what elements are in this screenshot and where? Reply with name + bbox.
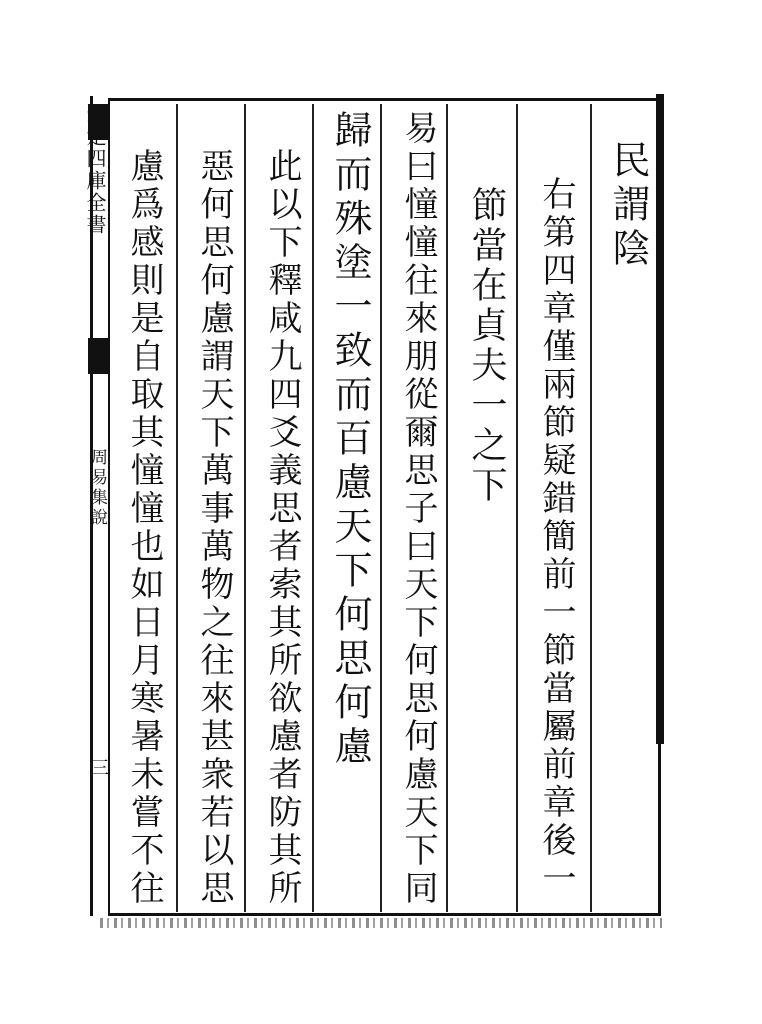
text-column-2: 右第四章僅兩節疑錯簡前一節當屬前章後一	[536, 176, 576, 898]
column-rule	[244, 104, 246, 912]
margin-book-title: 周易集說	[87, 448, 107, 528]
column-rule	[380, 104, 382, 912]
text-column-4: 易曰憧憧往來朋從爾思子曰天下何思何慮天下同	[398, 110, 438, 908]
column-rule	[516, 104, 518, 912]
margin-header-glyphs: 欽定四庫全書	[83, 104, 107, 236]
column-rule	[312, 104, 314, 912]
column-rule	[176, 104, 178, 912]
text-column-8: 慮爲感則是自取其憧憧也如日月寒暑未嘗不往	[124, 148, 164, 908]
text-column-1: 民謂陰	[606, 140, 650, 272]
text-column-7: 惡何思何慮謂天下萬事萬物之往來甚衆若以思	[194, 148, 234, 908]
text-column-5: 歸而殊塗一致而百慮天下何思何慮	[328, 110, 372, 770]
margin-page-number: 三	[88, 758, 109, 776]
text-column-6: 此以下釋咸九四爻義思者索其所欲慮者防其所	[262, 148, 302, 908]
scan-noise	[100, 918, 662, 928]
column-rule	[590, 104, 592, 912]
fish-tail-mark	[88, 338, 108, 374]
text-column-3: 節當在貞夫一之下	[466, 186, 507, 506]
